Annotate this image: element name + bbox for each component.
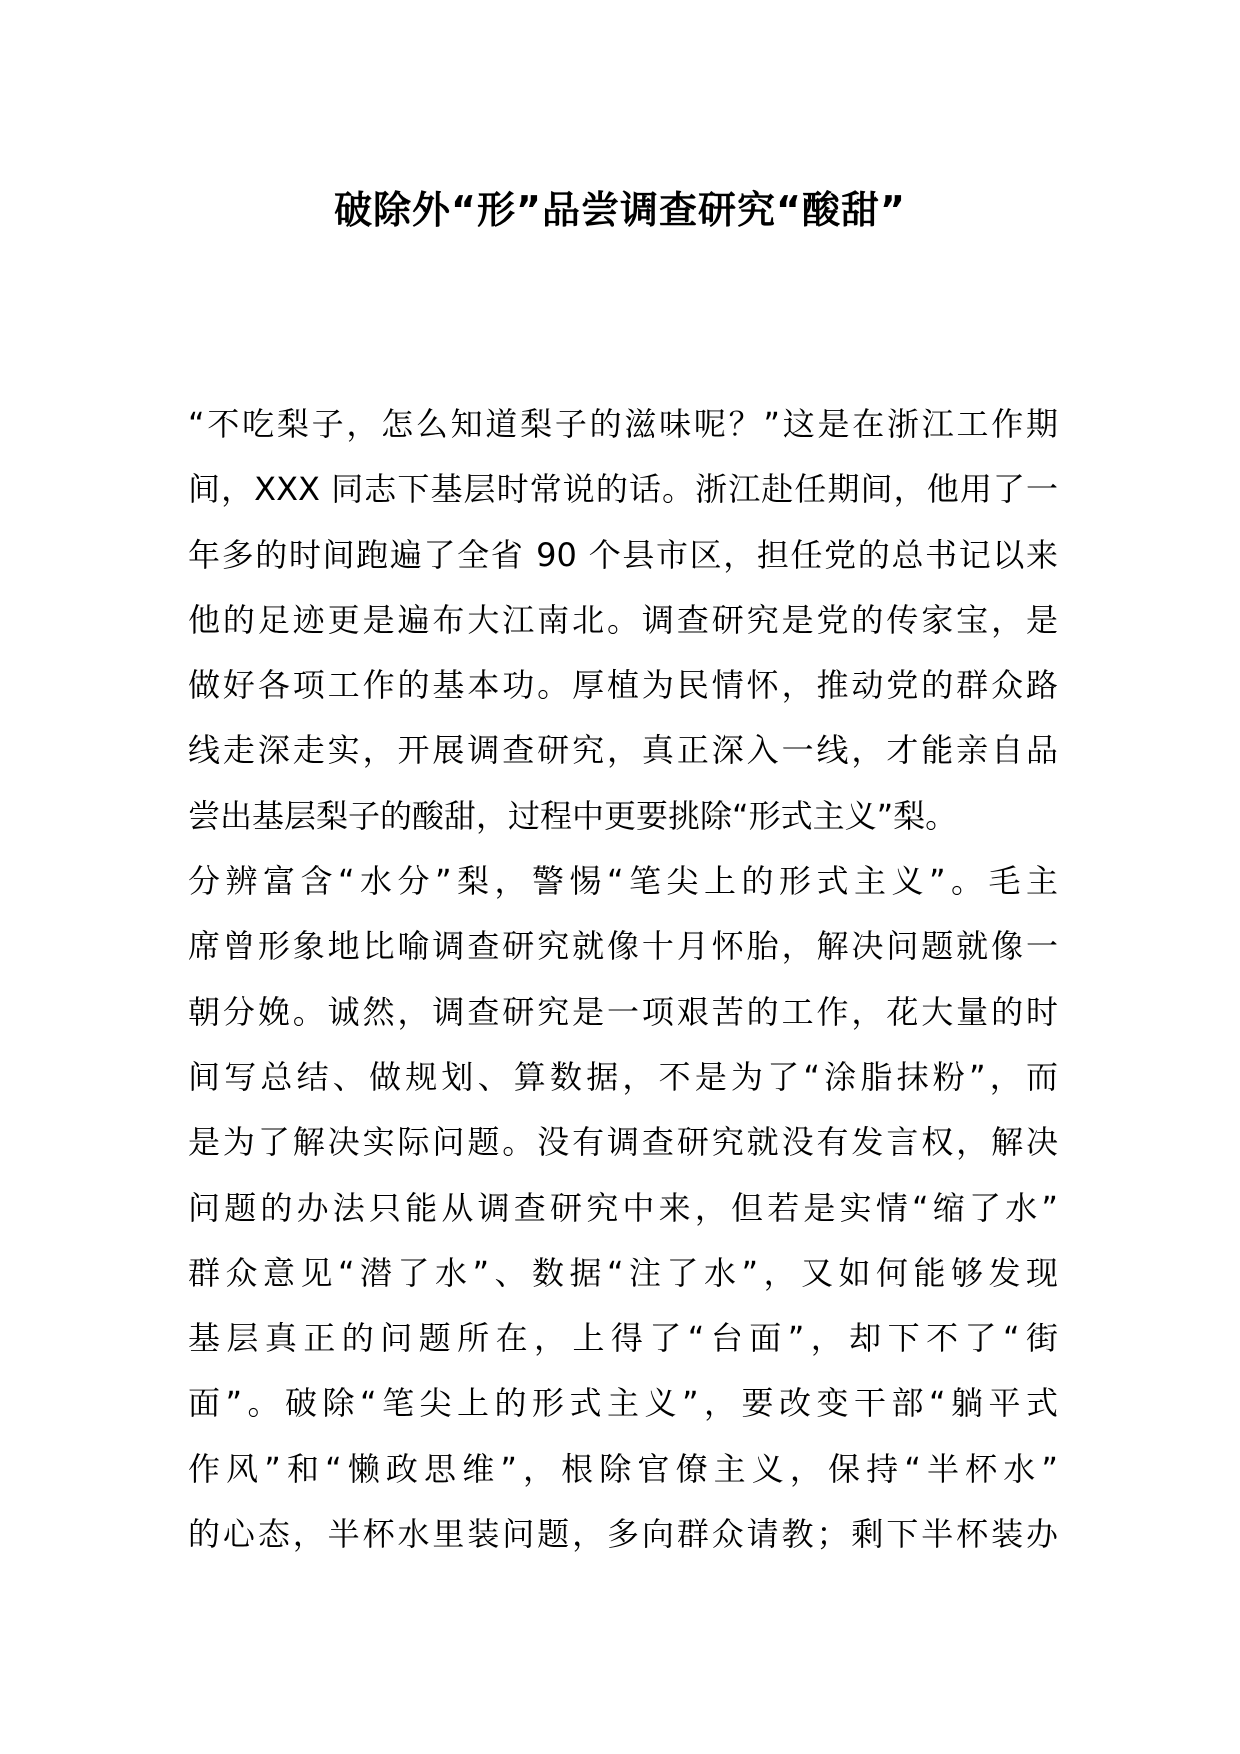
text-line: 朝分娩。诚然，调查研究是一项艰苦的工作，花大量的时 — [188, 992, 1058, 1031]
text-line: 问题的办法只能从调查研究中来，但若是实情“缩了水” — [188, 1188, 1058, 1227]
document-title: 破除外“形”品尝调查研究“酸甜” — [334, 188, 906, 232]
text-line: “不吃梨子，怎么知道梨子的滋味呢？”这是在浙江工作期 — [188, 405, 1058, 443]
text-line: 年多的时间跑遍了全省 90 个县市区，担任党的总书记以来 — [188, 535, 1058, 574]
text-line: 他的足迹更是遍布大江南北。调查研究是党的传家宝，是 — [188, 600, 1058, 639]
text-line: 基层真正的问题所在，上得了“台面”，却下不了“街 — [188, 1319, 1058, 1358]
text-line: 线走深走实，开展调查研究，真正深入一线，才能亲自品 — [188, 731, 1058, 770]
text-line: 分辨富含“水分”梨，警惕“笔尖上的形式主义”。毛主 — [188, 862, 1058, 901]
text-line: 间，XXX 同志下基层时常说的话。浙江赴任期间，他用了一 — [188, 470, 1058, 509]
document-body — [188, 392, 1058, 1567]
text-line: 是为了解决实际问题。没有调查研究就没有发言权，解决 — [188, 1123, 1058, 1162]
text-line: 席曾形象地比喻调查研究就像十月怀胎，解决问题就像一 — [188, 927, 1058, 966]
text-line: 间写总结、做规划、算数据，不是为了“涂脂抹粉”，而 — [188, 1057, 1058, 1096]
text-line: 尝出基层梨子的酸甜，过程中更要挑除“形式主义”梨。 — [188, 796, 958, 835]
text-line: 做好各项工作的基本功。厚植为民情怀，推动党的群众路 — [188, 666, 1058, 705]
text-line: 的心态，半杯水里装问题，多向群众请教；剩下半杯装办 — [188, 1515, 1058, 1554]
text-line: 群众意见“潜了水”、数据“注了水”，又如何能够发现 — [188, 1253, 1058, 1292]
text-line: 面”。破除“笔尖上的形式主义”，要改变干部“躺平式 — [188, 1384, 1058, 1423]
text-line: 作风”和“懒政思维”，根除官僚主义，保持“半杯水” — [188, 1449, 1058, 1488]
